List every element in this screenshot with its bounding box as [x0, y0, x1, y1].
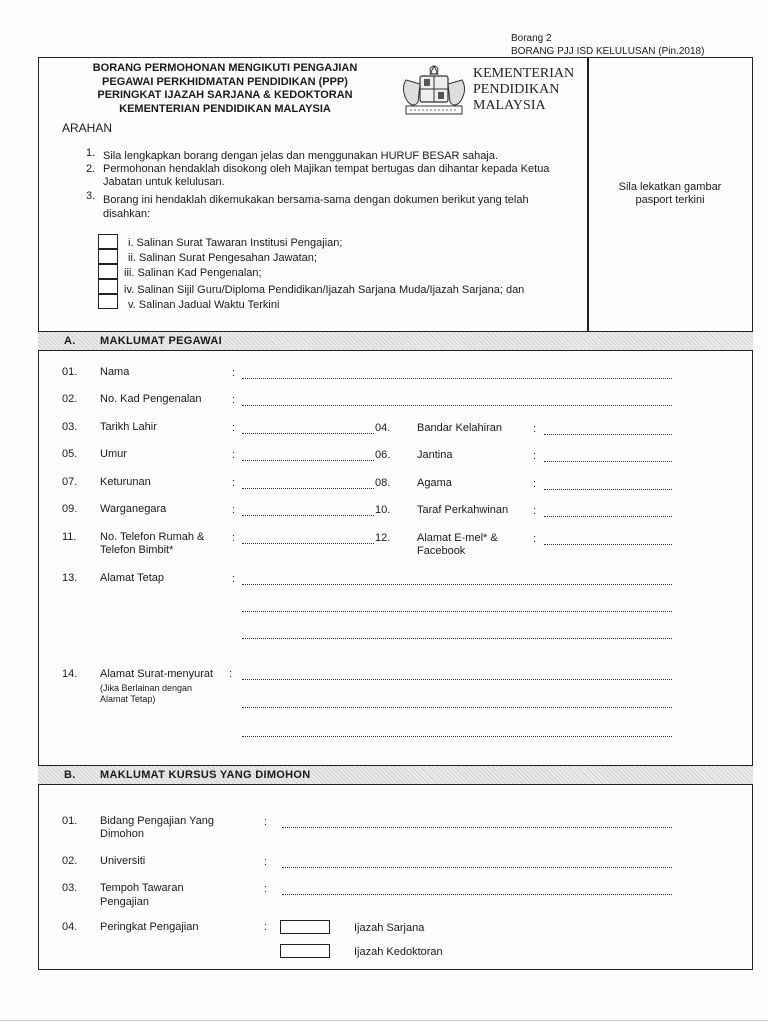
section-b-title: MAKLUMAT KURSUS YANG DIMOHON: [100, 769, 311, 781]
doc-checkbox-4[interactable]: [98, 279, 118, 294]
arahan-item-2-line-2: Jabatan untuk kelulusan.: [103, 176, 225, 188]
arahan-item-2-line-1: Permohonan hendaklah disokong oleh Majikan tempat bertugas dan dihantar kepada Ketua: [103, 163, 550, 175]
arahan-num-1: 1.: [86, 147, 96, 159]
title-line-1: BORANG PERMOHONAN MENGIKUTI PENGAJIAN: [92, 62, 358, 74]
a13-label: Alamat Tetap: [100, 572, 165, 584]
b04-number: 04.: [62, 921, 78, 933]
a11-label-2: Telefon Bimbit*: [100, 544, 174, 556]
form-title: [80, 62, 370, 116]
scan-edge: [0, 1020, 768, 1021]
borang-number: Borang 2: [511, 33, 552, 44]
a11-number: 11.: [62, 531, 77, 543]
a14-note-1: (Jika Berlainan dengan: [100, 683, 193, 693]
photo-line-1: Sila lekatkan gambar: [618, 181, 722, 193]
b02-colon: :: [264, 856, 268, 868]
a05-colon: :: [232, 449, 236, 461]
section-a-letter: A.: [64, 335, 76, 347]
a14-colon: :: [229, 668, 233, 680]
b04-label: Peringkat Pengajian: [100, 921, 199, 933]
section-b-letter: B.: [64, 769, 76, 781]
arahan-heading: ARAHAN: [62, 121, 113, 135]
a12-number: 12.: [375, 532, 391, 544]
emel-facebook-field[interactable]: [544, 544, 672, 545]
universiti-field[interactable]: [282, 867, 672, 868]
a06-label: Jantina: [417, 449, 453, 461]
a05-label: Umur: [100, 448, 127, 460]
a07-number: 07.: [62, 476, 78, 488]
logo-line-2: PENDIDIKAN: [473, 82, 560, 97]
a10-label: Taraf Perkahwinan: [417, 504, 509, 516]
tarikh-lahir-field[interactable]: [242, 433, 374, 434]
a12-colon: :: [533, 533, 537, 545]
alamat-surat-line-1[interactable]: [242, 679, 672, 680]
a07-colon: :: [232, 477, 236, 489]
a02-label: No. Kad Pengenalan: [100, 393, 202, 405]
arahan-item-3-line-2: disahkan:: [103, 208, 151, 220]
umur-field[interactable]: [242, 460, 374, 461]
bandar-kelahiran-field[interactable]: [544, 434, 672, 435]
logo-line-1: KEMENTERIAN: [473, 66, 575, 81]
b01-label: Bidang Pengajian Yang: [100, 815, 214, 827]
photo-line-2: pasport terkini: [635, 194, 705, 206]
b03-label-2: Pengajian: [100, 896, 149, 908]
a04-colon: :: [533, 423, 537, 435]
jantina-field[interactable]: [544, 461, 672, 462]
a11-label: No. Telefon Rumah &: [100, 531, 205, 543]
alamat-tetap-line-2[interactable]: [242, 611, 672, 612]
a01-colon: :: [232, 367, 236, 379]
a02-number: 02.: [62, 393, 78, 405]
logo-line-3: MALAYSIA: [473, 98, 546, 113]
bidang-pengajian-field[interactable]: [282, 827, 672, 828]
a12-label-2: Facebook: [417, 545, 466, 557]
photo-box-divider: [587, 57, 589, 331]
kad-pengenalan-field[interactable]: [242, 405, 672, 406]
a09-label: Warganegara: [100, 503, 167, 515]
a14-note-2: Alamat Tetap): [100, 694, 156, 704]
b01-number: 01.: [62, 815, 78, 827]
doc-item-1: i. Salinan Surat Tawaran Institusi Pengajian;: [128, 237, 343, 249]
b03-colon: :: [264, 883, 268, 895]
logo-text: [473, 66, 574, 114]
doc-checkbox-3[interactable]: [98, 264, 118, 279]
a09-number: 09.: [62, 503, 78, 515]
malaysia-coat-of-arms-icon: [396, 62, 472, 122]
a03-colon: :: [232, 422, 236, 434]
a09-colon: :: [232, 504, 236, 516]
b04-colon: :: [264, 921, 268, 933]
nama-field[interactable]: [242, 378, 672, 379]
warganegara-field[interactable]: [242, 515, 374, 516]
title-line-3: PERINGKAT IJAZAH SARJANA & KEDOKTORAN: [97, 89, 353, 101]
a14-number: 14.: [62, 668, 78, 680]
a08-number: 08.: [375, 477, 391, 489]
doc-checkbox-2[interactable]: [98, 249, 118, 264]
tempoh-tawaran-field[interactable]: [282, 894, 672, 895]
a05-number: 05.: [62, 448, 78, 460]
a04-number: 04.: [375, 422, 391, 434]
alamat-surat-line-3[interactable]: [242, 736, 672, 737]
a03-label: Tarikh Lahir: [100, 421, 157, 433]
a06-number: 06.: [375, 449, 391, 461]
a13-number: 13.: [62, 572, 78, 584]
a01-label: Nama: [100, 366, 130, 378]
alamat-tetap-line-1[interactable]: [242, 584, 672, 585]
alamat-surat-line-2[interactable]: [242, 707, 672, 708]
a07-label: Keturunan: [100, 476, 151, 488]
doc-checkbox-5[interactable]: [98, 294, 118, 309]
borang-reference: BORANG PJJ ISD KELULUSAN (Pin.2018): [511, 46, 705, 57]
ijazah-sarjana-checkbox[interactable]: [280, 920, 330, 934]
section-b-header: [38, 765, 753, 785]
ijazah-kedoktoran-checkbox[interactable]: [280, 944, 330, 958]
doc-checkbox-1[interactable]: [98, 234, 118, 249]
ijazah-sarjana-label: Ijazah Sarjana: [354, 922, 425, 934]
a08-label: Agama: [417, 477, 452, 489]
arahan-item-3-line-1: Borang ini hendaklah dikemukakan bersama-sama dengan dokumen berikut yang telah: [103, 194, 529, 206]
a08-colon: :: [533, 478, 537, 490]
a01-number: 01.: [62, 366, 78, 378]
section-a-header: [38, 331, 753, 351]
a10-number: 10.: [375, 504, 391, 516]
a04-label: Bandar Kelahiran: [417, 422, 503, 434]
a11-colon: :: [232, 532, 236, 544]
a10-colon: :: [533, 505, 537, 517]
ijazah-kedoktoran-label: Ijazah Kedoktoran: [354, 946, 443, 958]
b03-label: Tempoh Tawaran: [100, 882, 184, 894]
doc-item-4: iv. Salinan Sijil Guru/Diploma Pendidikan/Ijazah Sarjana Muda/Ijazah Sarjana; dan: [124, 284, 525, 296]
doc-item-2: ii. Salinan Surat Pengesahan Jawatan;: [128, 252, 317, 264]
b03-number: 03.: [62, 882, 78, 894]
photo-instruction: [590, 181, 750, 207]
doc-item-5: v. Salinan Jadual Waktu Terkini: [128, 299, 280, 311]
doc-item-3: iii. Salinan Kad Pengenalan;: [124, 267, 262, 279]
a03-number: 03.: [62, 421, 78, 433]
a02-colon: :: [232, 394, 236, 406]
title-line-4: KEMENTERIAN PENDIDIKAN MALAYSIA: [119, 102, 331, 115]
a06-colon: :: [533, 450, 537, 462]
b01-label-2: Dimohon: [100, 828, 145, 840]
arahan-item-1: Sila lengkapkan borang dengan jelas dan menggunakan HURUF BESAR sahaja.: [103, 150, 499, 162]
telefon-field[interactable]: [242, 543, 374, 544]
arahan-num-2: 2.: [86, 163, 96, 175]
taraf-perkahwinan-field[interactable]: [544, 516, 672, 517]
b02-number: 02.: [62, 855, 78, 867]
arahan-num-3: 3.: [86, 190, 96, 202]
keturunan-field[interactable]: [242, 488, 374, 489]
a14-label: Alamat Surat-menyurat: [100, 668, 214, 680]
a12-label: Alamat E-mel* &: [417, 532, 498, 544]
b01-colon: :: [264, 816, 268, 828]
a13-colon: :: [232, 573, 236, 585]
b02-label: Universiti: [100, 855, 146, 867]
section-a-title: MAKLUMAT PEGAWAI: [100, 335, 222, 347]
agama-field[interactable]: [544, 489, 672, 490]
title-line-2: PEGAWAI PERKHIDMATAN PENDIDIKAN (PPP): [102, 75, 348, 88]
alamat-tetap-line-3[interactable]: [242, 638, 672, 639]
